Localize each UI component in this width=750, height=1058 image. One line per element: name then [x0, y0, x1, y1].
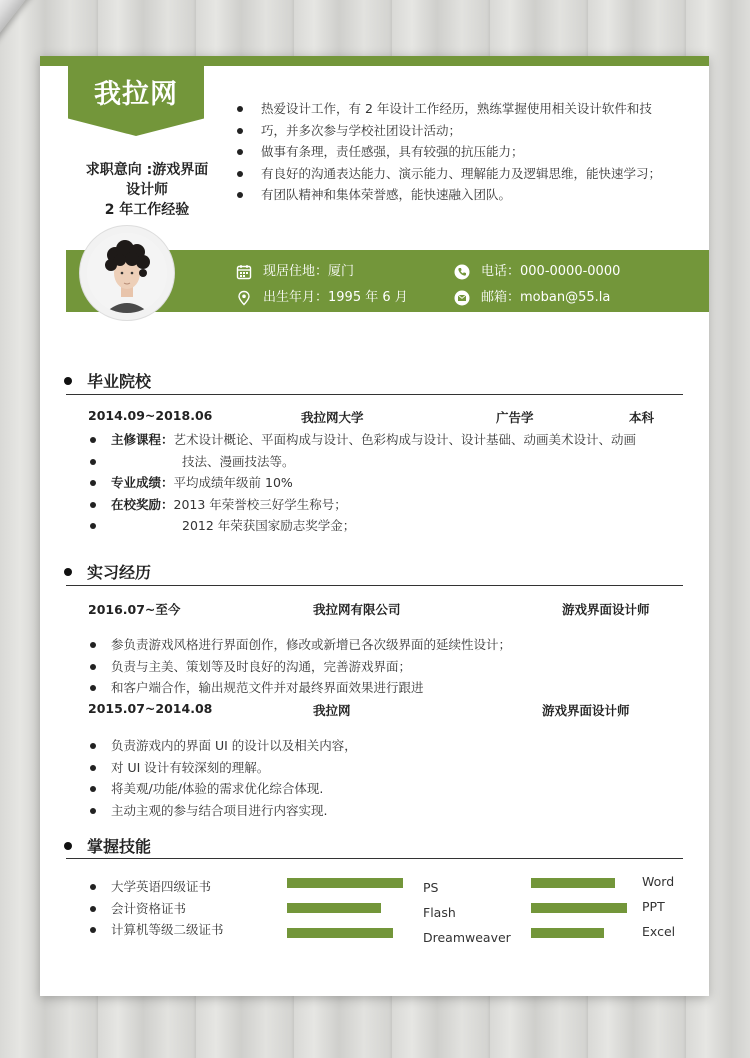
skill-name: Dreamweaver	[423, 930, 511, 945]
skill-level-bar	[531, 878, 615, 888]
section-title-text: 毕业院校	[87, 372, 152, 391]
degree: 本科	[629, 410, 655, 425]
skill-name: PS	[423, 880, 439, 895]
list-item: 负责游戏内的界面 UI 的设计以及相关内容，	[88, 735, 688, 757]
birth-info	[236, 290, 408, 306]
education-section-title	[64, 369, 151, 392]
section-title-text: 实习经历	[87, 563, 152, 582]
list-item-continued: 技法、漫画技法等。	[88, 451, 688, 473]
major: 广告学	[496, 410, 534, 425]
list-item: 负责与主美、策划等及时良好的沟通，完善游戏界面；	[88, 656, 688, 678]
intro-item: 有良好的沟通表达能力、演示能力、理解能力及逻辑思维，能快速学习；	[233, 163, 693, 185]
intent-line-1: 求职意向 :游戏界面	[85, 162, 209, 178]
list-item: 和客户端合作，输出规范文件并对最终界面效果进行跟进	[88, 677, 688, 699]
self-intro-list	[233, 98, 693, 206]
job-position: 游戏界面设计师	[542, 703, 630, 718]
intro-item-continued: 巧，并多次参与学校社团设计活动；	[233, 120, 693, 142]
list-item-continued: 2012 年荣获国家励志奖学金；	[88, 515, 688, 537]
section-divider	[66, 858, 683, 859]
portrait-photo	[87, 233, 167, 313]
phone-icon	[454, 264, 470, 280]
avatar	[87, 233, 167, 313]
list-item: 将美观/功能/体验的需求优化综合体现.	[88, 778, 688, 800]
job-company: 我拉网	[313, 703, 351, 718]
candidate-name: 我拉网	[94, 79, 178, 110]
list-item: 主动主观的参与结合项目进行内容实现.	[88, 800, 688, 822]
calendar-icon	[236, 264, 252, 280]
list-item: 参负责游戏风格进行界面创作，修改或新增已各次级界面的延续性设计；	[88, 634, 688, 656]
bullet-icon	[64, 568, 72, 576]
internship-section-title	[64, 560, 151, 583]
job-intent	[62, 160, 232, 220]
bullet-icon	[64, 842, 72, 850]
certificate-list	[88, 876, 288, 941]
experience-years: 2 年工作经验	[104, 202, 190, 218]
resume-page	[40, 56, 709, 996]
list-item: 主修课程：艺术设计概论、平面构成与设计、色彩构成与设计、设计基础、动画美术设计、动画	[88, 429, 688, 451]
intro-item: 有团队精神和集体荣誉感，能快速融入团队。	[233, 184, 693, 206]
certificate-item: 大学英语四级证书	[88, 876, 288, 898]
job-position: 游戏界面设计师	[562, 602, 650, 617]
job-company: 我拉网有限公司	[313, 602, 401, 617]
phone-text: 电话：000-0000-0000	[481, 264, 621, 279]
list-item: 在校奖励：2013 年荣誉校三好学生称号；	[88, 494, 688, 516]
birth-text: 出生年月：1995 年 6 月	[263, 290, 408, 305]
job-period: 2016.07~至今	[88, 602, 181, 617]
location-pin-icon	[236, 290, 252, 306]
job-duties	[88, 735, 688, 821]
top-accent-line	[40, 56, 709, 66]
skill-level-bar	[531, 928, 604, 938]
education-details	[88, 429, 688, 537]
skill-name: PPT	[642, 899, 665, 914]
intro-item: 热爱设计工作，有 2 年设计工作经历，熟练掌握使用相关设计软件和技	[233, 98, 693, 120]
phone-info	[454, 264, 620, 280]
education-period: 2014.09~2018.06	[88, 408, 213, 423]
skills-section-title	[64, 834, 151, 857]
residence-info	[236, 264, 354, 280]
job-period: 2015.07~2014.08	[88, 701, 213, 716]
section-divider	[66, 585, 683, 586]
residence-text: 现居住地：厦门	[263, 264, 355, 279]
certificate-item: 计算机等级二级证书	[88, 919, 288, 941]
skill-level-bar	[287, 928, 393, 938]
section-divider	[66, 394, 683, 395]
intro-item: 做事有条理，责任感强，具有较强的抗压能力；	[233, 141, 693, 163]
skill-level-bar	[287, 878, 403, 888]
email-info	[454, 290, 610, 306]
certificate-item: 会计资格证书	[88, 898, 288, 920]
skill-level-bar	[531, 903, 627, 913]
skill-name: Flash	[423, 905, 456, 920]
email-text: 邮箱：moban@55.la	[481, 290, 611, 305]
intent-line-2: 设计师	[126, 182, 168, 198]
skill-name: Excel	[642, 924, 676, 939]
list-item: 对 UI 设计有较深刻的理解。	[88, 757, 688, 779]
list-item: 专业成绩：平均成绩年级前 10%	[88, 472, 688, 494]
mail-icon	[454, 290, 470, 306]
job-duties	[88, 634, 688, 699]
skill-name: Word	[642, 874, 675, 889]
school-name: 我拉网大学	[301, 410, 364, 425]
skill-level-bar	[287, 903, 381, 913]
bullet-icon	[64, 377, 72, 385]
section-title-text: 掌握技能	[87, 837, 152, 856]
